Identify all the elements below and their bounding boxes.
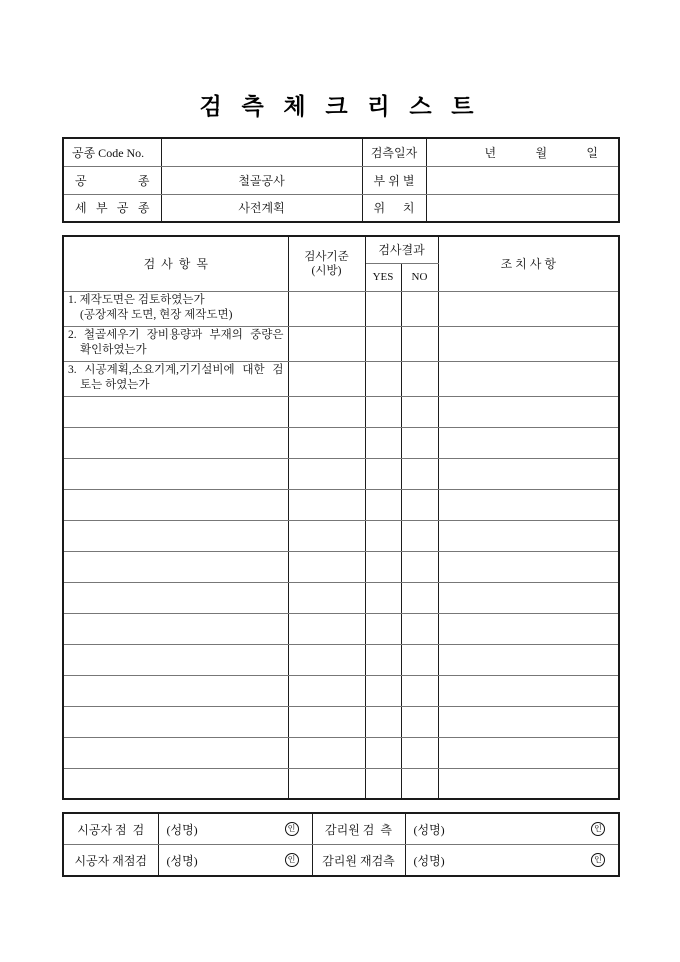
empty-checklist-row xyxy=(63,613,619,644)
item-line-1: 1. 제작도면은 검토하였는가 xyxy=(68,294,205,306)
no-cell xyxy=(401,291,438,326)
info-row-code xyxy=(63,138,619,166)
position-value xyxy=(426,194,619,222)
supervisor-check-name-cell xyxy=(405,813,619,845)
work-code-value xyxy=(161,138,362,166)
info-row-detail-work xyxy=(63,194,619,222)
work-type-value: 철골공사 xyxy=(161,166,362,194)
contractor-check-name-cell xyxy=(158,813,312,845)
empty-checklist-row xyxy=(63,396,619,427)
seal-icon: 인 xyxy=(591,853,605,867)
action-cell xyxy=(438,291,619,326)
seal-icon: 인 xyxy=(285,822,299,836)
empty-checklist-row xyxy=(63,737,619,768)
checklist-table xyxy=(62,235,620,800)
contractor-recheck-name: (성명) xyxy=(166,853,198,868)
supervisor-recheck-name-cell xyxy=(405,845,619,877)
empty-checklist-row xyxy=(63,520,619,551)
criteria-cell xyxy=(288,326,365,361)
checklist-header-action: 조 치 사 항 xyxy=(438,236,619,291)
item-line-1: 3. 시공계획,소요기계,기기설비에 대한 검 xyxy=(68,364,284,376)
empty-checklist-row xyxy=(63,706,619,737)
work-type-label: 공 종 xyxy=(63,166,161,194)
position-label: 위 치 xyxy=(362,194,426,222)
part-label: 부 위 별 xyxy=(362,166,426,194)
action-cell xyxy=(438,326,619,361)
part-value xyxy=(426,166,619,194)
checklist-item-row xyxy=(63,326,619,361)
empty-checklist-row xyxy=(63,675,619,706)
contractor-check-name: (성명) xyxy=(166,822,198,837)
item-text-cell xyxy=(63,291,288,326)
supervisor-recheck-name: (성명) xyxy=(413,853,445,868)
contractor-recheck-name-cell xyxy=(158,845,312,877)
signature-row-check xyxy=(63,813,619,845)
empty-checklist-row xyxy=(63,458,619,489)
item-line-2: 토는 하였는가 xyxy=(80,379,150,391)
empty-checklist-row xyxy=(63,489,619,520)
item-text-cell xyxy=(63,361,288,396)
contractor-recheck-label: 시공자 재점검 xyxy=(63,845,158,877)
checklist-empty-rows xyxy=(63,396,619,799)
info-table xyxy=(62,137,620,223)
signature-table xyxy=(62,812,620,877)
seal-icon: 인 xyxy=(591,822,605,836)
signature-row-recheck xyxy=(63,845,619,877)
item-line-1: 2. 철골세우기 장비용량과 부재의 중량은 xyxy=(68,329,284,341)
empty-checklist-row xyxy=(63,427,619,458)
page-title: 검 측 체 크 리 스 트 xyxy=(199,94,481,119)
yes-cell xyxy=(365,361,401,396)
checklist-header-yes: YES xyxy=(365,263,401,291)
criteria-cell xyxy=(288,361,365,396)
checklist-header-row-1 xyxy=(63,236,619,263)
item-line-2: 확인하였는가 xyxy=(80,344,147,356)
supervisor-check-name: (성명) xyxy=(413,822,445,837)
criteria-cell xyxy=(288,291,365,326)
contractor-check-label: 시공자 점 검 xyxy=(63,813,158,845)
empty-checklist-row xyxy=(63,551,619,582)
checklist-header-no: NO xyxy=(401,263,438,291)
yes-cell xyxy=(365,326,401,361)
checklist-item-row xyxy=(63,361,619,396)
checklist-header-items: 검 사 항 목 xyxy=(63,236,288,291)
criteria-label-line1: 검사기준 xyxy=(304,250,349,263)
info-row-work-type xyxy=(63,166,619,194)
checklist-header-result: 검사결과 xyxy=(365,236,438,263)
empty-checklist-row xyxy=(63,582,619,613)
work-code-label: 공종 Code No. xyxy=(63,138,161,166)
supervisor-check-label: 감리원 검 측 xyxy=(312,813,405,845)
inspection-date-label: 검측일자 xyxy=(362,138,426,166)
detail-work-label: 세 부 공 종 xyxy=(63,194,161,222)
empty-checklist-row xyxy=(63,644,619,675)
detail-work-value: 사전계획 xyxy=(161,194,362,222)
yes-cell xyxy=(365,291,401,326)
supervisor-recheck-label: 감리원 재검측 xyxy=(312,845,405,877)
checklist-header-criteria xyxy=(288,236,365,291)
seal-icon: 인 xyxy=(285,853,299,867)
checklist-item-row xyxy=(63,291,619,326)
inspection-date-value: 년 월 일 xyxy=(426,138,619,166)
item-text-cell xyxy=(63,326,288,361)
criteria-label-line2: (시방) xyxy=(311,264,342,277)
no-cell xyxy=(401,326,438,361)
empty-checklist-row xyxy=(63,768,619,799)
no-cell xyxy=(401,361,438,396)
item-line-2: (공장제작 도면, 현장 제작도면) xyxy=(80,309,233,321)
action-cell xyxy=(438,361,619,396)
